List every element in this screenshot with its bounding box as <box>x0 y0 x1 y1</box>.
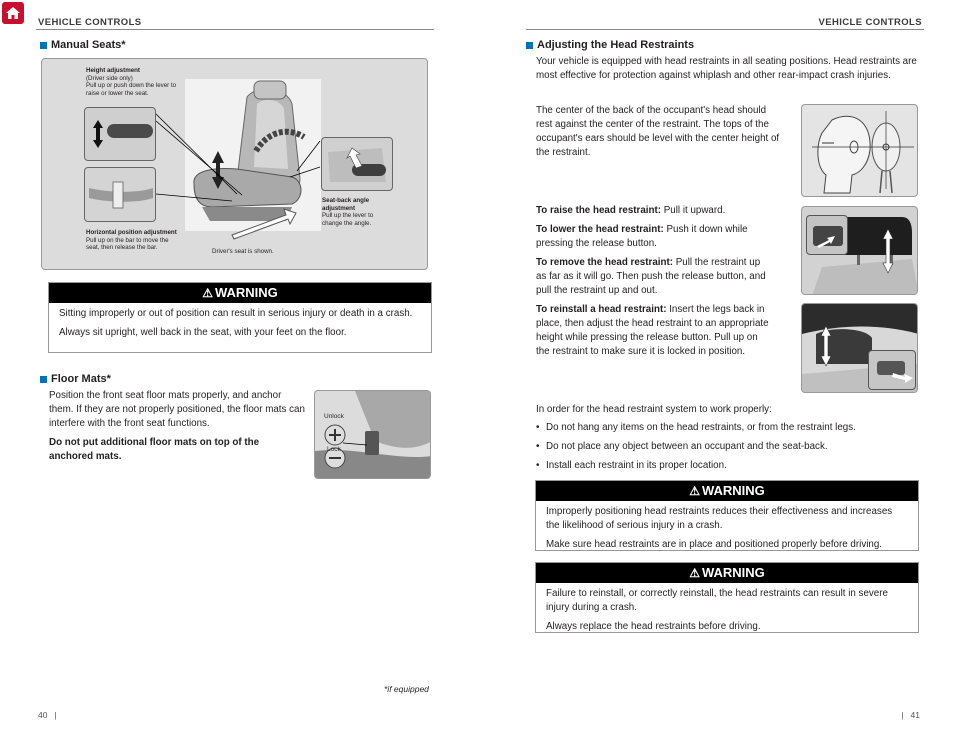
height-lever-inset <box>84 107 156 161</box>
floor-mats-paragraph: Position the front seat floor mats properly, and anchor them. If they are not properly positioned, the floor mats can interfere with the front seat functions. <box>49 390 305 429</box>
section-marker-icon <box>40 42 47 49</box>
floor-mat-figure <box>314 390 431 479</box>
home-icon <box>5 6 21 20</box>
left-page-header: VEHICLE CONTROLS <box>38 17 142 28</box>
seat-back-caption-title: Seat-back angle adjustment <box>322 197 370 212</box>
seat-warning-text-1: Sitting improperly or out of position can result in serious injury or death in a crash. <box>59 308 413 319</box>
floor-mats-text <box>49 389 305 469</box>
driver-seat-caption: Driver's seat is shown. <box>212 248 274 255</box>
section-marker-icon <box>526 42 533 49</box>
warning-1-bar <box>536 481 918 501</box>
list-item: • Do not hang any items on the head restraints, or from the restraint legs. <box>536 422 856 433</box>
head-position-figure <box>801 104 918 197</box>
list-item: • Do not place any object between an occupant and the seat-back. <box>536 441 828 452</box>
seat-warning-box <box>48 282 432 353</box>
head-restraint-warning-2 <box>535 562 919 633</box>
lock-label: Lock <box>327 446 341 453</box>
right-page-number: | 41 <box>901 710 920 720</box>
warning-triangle-icon: ⚠ <box>202 286 213 300</box>
warning-2-text-1: Failure to reinstall, or correctly reinstall, the head restraints can result in severe injury during a crash. <box>546 588 888 613</box>
leg-release-inset <box>868 350 916 390</box>
height-caption-body: (Driver side only) Pull up or push down the lever to raise or lower the seat. <box>86 74 177 97</box>
head-restraints-title: Adjusting the Head Restraints <box>537 39 695 51</box>
horizontal-caption-body: Pull up on the bar to move the seat, then release the bar. <box>86 236 169 251</box>
horizontal-caption-title: Horizontal position adjustment <box>86 229 177 236</box>
warning-2-text-2: Always replace the head restraints before driving. <box>546 621 761 632</box>
footnote: *if equipped <box>384 684 429 694</box>
warning-1-text-2: Make sure head restraints are in place and positioned properly before driving. <box>546 539 883 550</box>
right-page-header: VEHICLE CONTROLS <box>818 17 922 28</box>
unlock-label: Unlock <box>324 413 344 420</box>
head-restraint-instructions <box>536 204 772 364</box>
home-button[interactable] <box>2 2 24 24</box>
warning-triangle-icon: ⚠ <box>689 484 700 498</box>
raise-instruction: To raise the head restraint: Pull it upward. <box>536 205 726 216</box>
left-page-number: 40 | <box>38 710 57 720</box>
warning-2-bar <box>536 563 918 583</box>
seat-back-lever-inset <box>321 137 393 191</box>
head-restraints-center-text: The center of the back of the occupant's head should rest against the center of the restraint. The tops of the occupant's ears should be level with the center height of the restraint. <box>536 105 780 158</box>
manual-seat-figure <box>41 58 428 270</box>
warning-1-text-1: Improperly positioning head restraints reduces their effectiveness and increases the likelihood of serious injury in a crash. <box>546 506 893 531</box>
proper-use-intro: In order for the head restraint system to work properly: <box>536 404 772 415</box>
seat-warning-text-2: Always sit upright, well back in the seat, with your feet on the floor. <box>59 327 347 338</box>
floor-mat-illustration <box>315 391 431 479</box>
seat-back-caption <box>322 197 394 227</box>
remove-install-figure <box>801 303 918 393</box>
seat-warning-bar <box>49 283 431 303</box>
head-position-illustration <box>802 105 918 197</box>
head-restraints-heading <box>526 39 694 51</box>
height-caption-title: Height adjustment <box>86 67 140 74</box>
left-header-rule <box>36 29 434 30</box>
reinstall-instruction: To reinstall a head restraint: Insert the legs back in place, then adjust the head restraint to an appropriate height while pressing the release button. Pull up on the restraint to make sure it is locked in position. <box>536 304 769 357</box>
warning-2-label: WARNING <box>701 565 765 580</box>
release-button-inset <box>806 215 848 255</box>
lower-instruction: To lower the head restraint: Push it down while pressing the release button. <box>536 224 748 249</box>
warning-triangle-icon: ⚠ <box>689 566 700 580</box>
horizontal-adjustment-caption <box>86 229 182 252</box>
floor-mats-heading <box>40 373 111 385</box>
manual-seats-heading <box>40 39 126 51</box>
seat-warning-label: WARNING <box>214 285 278 300</box>
height-adjustment-caption <box>86 67 186 97</box>
head-restraint-warning-1 <box>535 480 919 551</box>
proper-use-list <box>536 421 924 478</box>
raise-lower-figure <box>801 206 918 295</box>
head-restraints-intro: Your vehicle is equipped with head restraints in all seating positions. Head restraints are most effective for protection against whiplash and other rear-impact crash injuries. <box>536 56 917 81</box>
seat-back-caption-body: Pull up the lever to change the angle. <box>322 212 374 227</box>
list-item: • Install each restraint in its proper location. <box>536 460 727 471</box>
floor-mats-caution: Do not put additional floor mats on top of the anchored mats. <box>49 437 260 462</box>
remove-instruction: To remove the head restraint: Pull the restraint up as far as it will go. Then push the release button, and pull the restraint up and out. <box>536 257 766 296</box>
manual-seats-title: Manual Seats* <box>51 39 126 51</box>
warning-1-label: WARNING <box>701 483 765 498</box>
floor-mats-title: Floor Mats* <box>51 373 111 385</box>
horizontal-bar-inset <box>84 167 156 222</box>
right-header-rule <box>526 29 924 30</box>
section-marker-icon <box>40 376 47 383</box>
